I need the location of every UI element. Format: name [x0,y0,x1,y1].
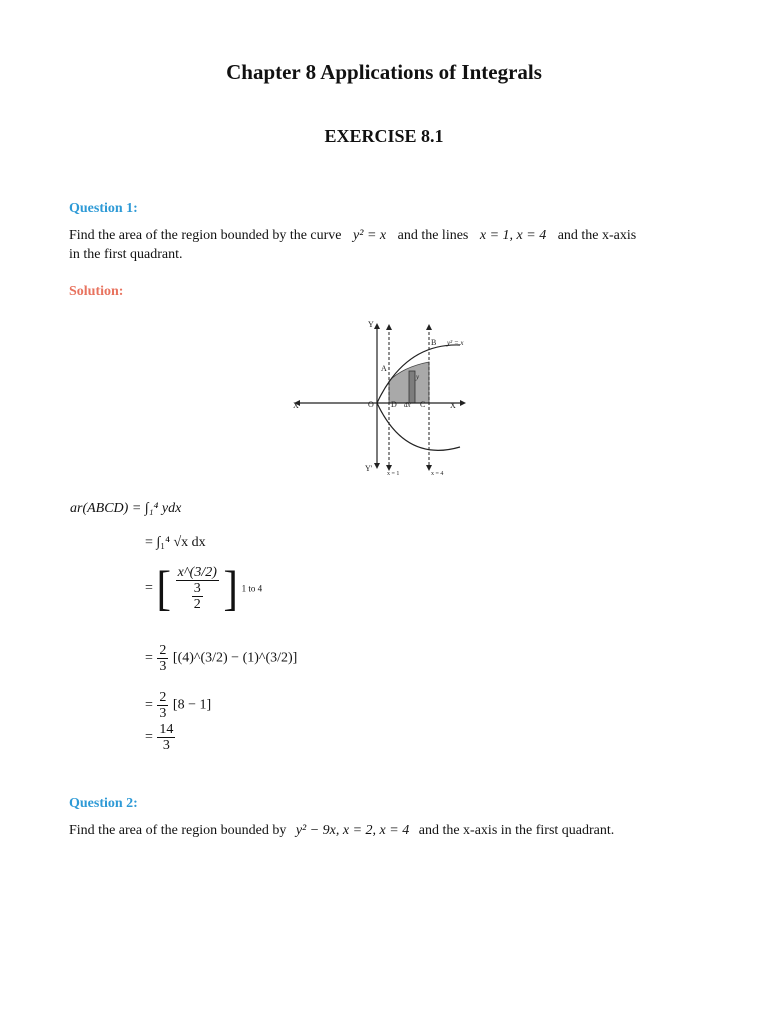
label-dx: dx [404,401,411,409]
step-5-coef-den: 3 [159,706,167,721]
label-strip-y: y [416,373,420,381]
solution-heading: Solution: [69,284,124,299]
strip-dx [409,371,415,403]
step-4-coef [157,643,168,674]
step-3-open-bracket: [ [156,561,172,615]
q2-math: y² − 9x, x = 2, x = 4 [295,823,410,838]
step-4: = $\frac{2}{3}$ [(4)^(3/2) − (1)^(3/2)] [145,643,298,674]
step-5-coef [157,690,168,721]
step-3-eq: = [145,580,153,596]
step-4-coef-num: 2 [159,643,167,658]
step-3-limits: 1 to 4 [241,583,263,594]
question-2-text [69,821,729,840]
label-line-x4: x = 4 [431,471,444,477]
step-4-body: [(4)^(3/2) − (1)^(3/2)] [172,650,298,666]
question-1-heading: Question 1: [69,201,138,216]
exercise-heading: EXERCISE 8.1 [324,126,444,146]
label-o: O [368,400,374,409]
q1-text-lines: and the lines [397,228,469,243]
question-1-text [69,226,709,264]
label-c: C [420,400,426,409]
step-3 [145,561,263,615]
label-curve: y² = x [447,339,464,347]
label-line-x1: x = 1 [387,471,400,477]
step-6-den: 3 [162,738,170,753]
label-y: Y [368,320,374,329]
step-5-coef-num: 2 [159,690,167,705]
chapter-title: Chapter 8 Applications of Integrals [226,60,542,84]
step-3-close-bracket: ] [223,561,239,615]
label-b: B [431,338,437,347]
step-6-num: 14 [159,722,174,737]
step-3-inner-num: 3 [193,581,201,596]
step-3-inner-den: 2 [193,597,201,612]
step-5: = $\frac{2}{3}$ [8 − 1] [145,690,212,721]
q1-curve-equation: y² = x [353,228,387,243]
step-3-denominator [176,581,219,612]
label-a: A [381,364,387,373]
q1-text-before: Find the area of the region bounded by the curve [69,228,342,243]
step-5-body: [8 − 1] [172,697,212,713]
label-x-prime: X' [293,401,301,410]
q1-text-line2: in the first quadrant. [69,247,183,262]
step-1 [70,501,181,517]
q1-text-after: and the x-axis [557,228,637,243]
q2-text-before: Find the area of the region bounded by [69,823,287,838]
q2-text-after: and the x-axis in the first quadrant. [418,823,615,838]
step-6-result [157,722,175,753]
label-y-prime: Y' [365,464,373,473]
step-1-rhs: ∫₁⁴ ydx [144,501,182,516]
step-3-inner-fraction [192,581,203,612]
question-2-heading: Question 2: [69,796,138,811]
step-2: = ∫₁⁴ √x dx [145,535,206,550]
q1-lines-equation: x = 1, x = 4 [479,228,547,243]
step-6: = $\frac{14}{3}$ [145,722,174,753]
label-d: D [391,400,397,409]
parabola-figure [285,315,485,480]
step-3-numerator: x^(3/2) [177,565,217,580]
label-x: X [450,401,456,410]
step-4-coef-den: 3 [159,659,167,674]
step-3-fraction [176,565,219,612]
step-1-lhs: ar(ABCD) = [70,501,142,516]
